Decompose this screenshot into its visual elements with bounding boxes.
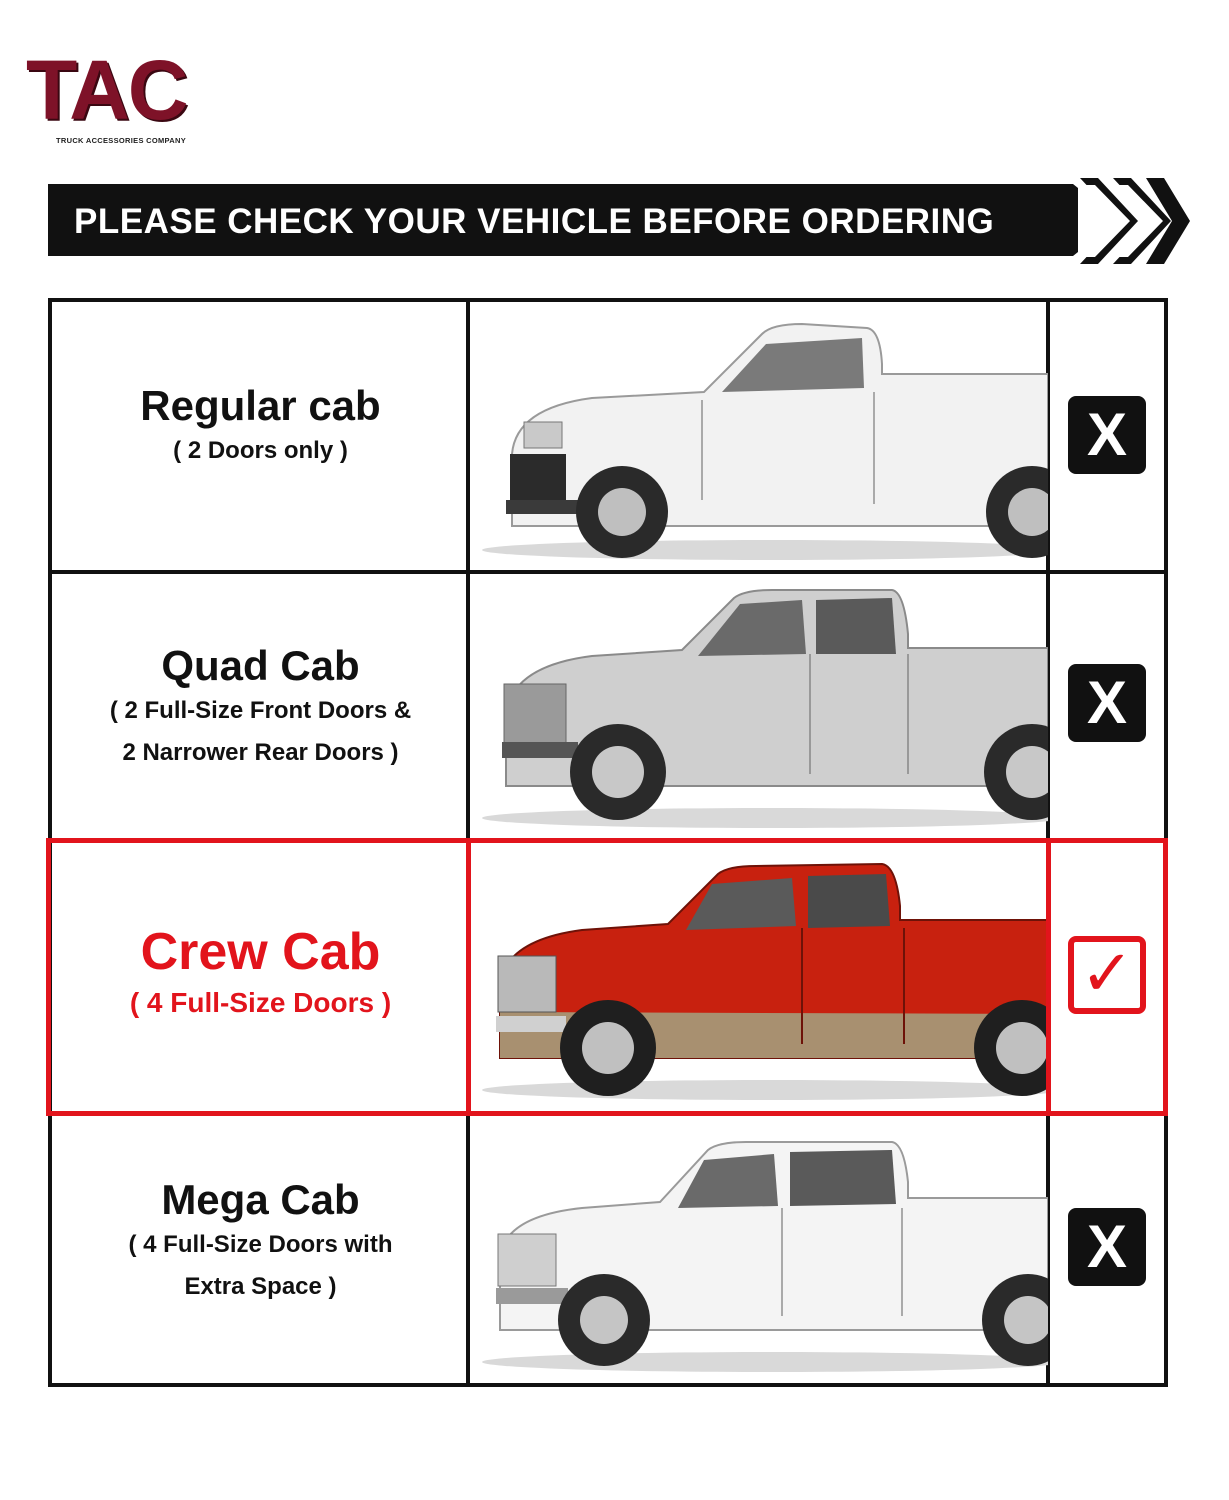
not-compatible-x-icon: X: [1068, 664, 1146, 742]
logo-tagline: TRUCK ACCESSORIES COMPANY: [56, 136, 187, 145]
compatibility-mark-cell: [1052, 570, 1164, 838]
cab-compatibility-table: [48, 298, 1168, 1387]
cab-title: Crew Cab: [140, 923, 381, 981]
compatibility-mark-cell: [1052, 298, 1164, 570]
truck-photo: [472, 1116, 1048, 1378]
cab-description: ( 2 Full-Size Front Doors &: [109, 697, 412, 724]
not-compatible-x-icon: X: [1068, 1208, 1146, 1286]
truck-photo: [472, 574, 1048, 838]
crew-cab-highlight-frame: [46, 838, 1168, 1116]
chevron-arrows-icon: [1080, 178, 1200, 264]
cab-description: ( 4 Full-Size Doors ): [129, 987, 392, 1018]
not-compatible-x-icon: X: [1068, 396, 1146, 474]
crew-cab-highlight-divider: [466, 838, 471, 1116]
table-row-regular-cab: [48, 298, 1168, 570]
cab-description: ( 2 Doors only ): [173, 437, 348, 464]
truck-photo: [472, 304, 1048, 566]
compatible-check-icon: ✓: [1068, 936, 1146, 1014]
check-vehicle-banner: [48, 184, 1078, 256]
cab-label-cell: [52, 642, 469, 774]
cab-label-cell: [52, 382, 469, 472]
table-row-mega-cab: [48, 1112, 1168, 1387]
cab-label-cell: [52, 1176, 469, 1308]
cab-title: Regular cab: [140, 382, 381, 429]
cab-title: Mega Cab: [161, 1176, 360, 1223]
cab-description: ( 4 Full-Size Doors with: [128, 1231, 393, 1258]
logo-mark: TAC: [26, 43, 187, 137]
crew-cab-highlight-divider: [1046, 838, 1051, 1116]
banner-text: PLEASE CHECK YOUR VEHICLE BEFORE ORDERING: [74, 202, 995, 241]
tac-logo: [26, 43, 216, 145]
cab-description-line2: Extra Space ): [184, 1273, 337, 1300]
cab-description-line2: 2 Narrower Rear Doors ): [122, 739, 399, 766]
table-row-quad-cab: [48, 570, 1168, 838]
compatibility-mark-cell: [1052, 1112, 1164, 1387]
cab-title: Quad Cab: [161, 642, 360, 689]
